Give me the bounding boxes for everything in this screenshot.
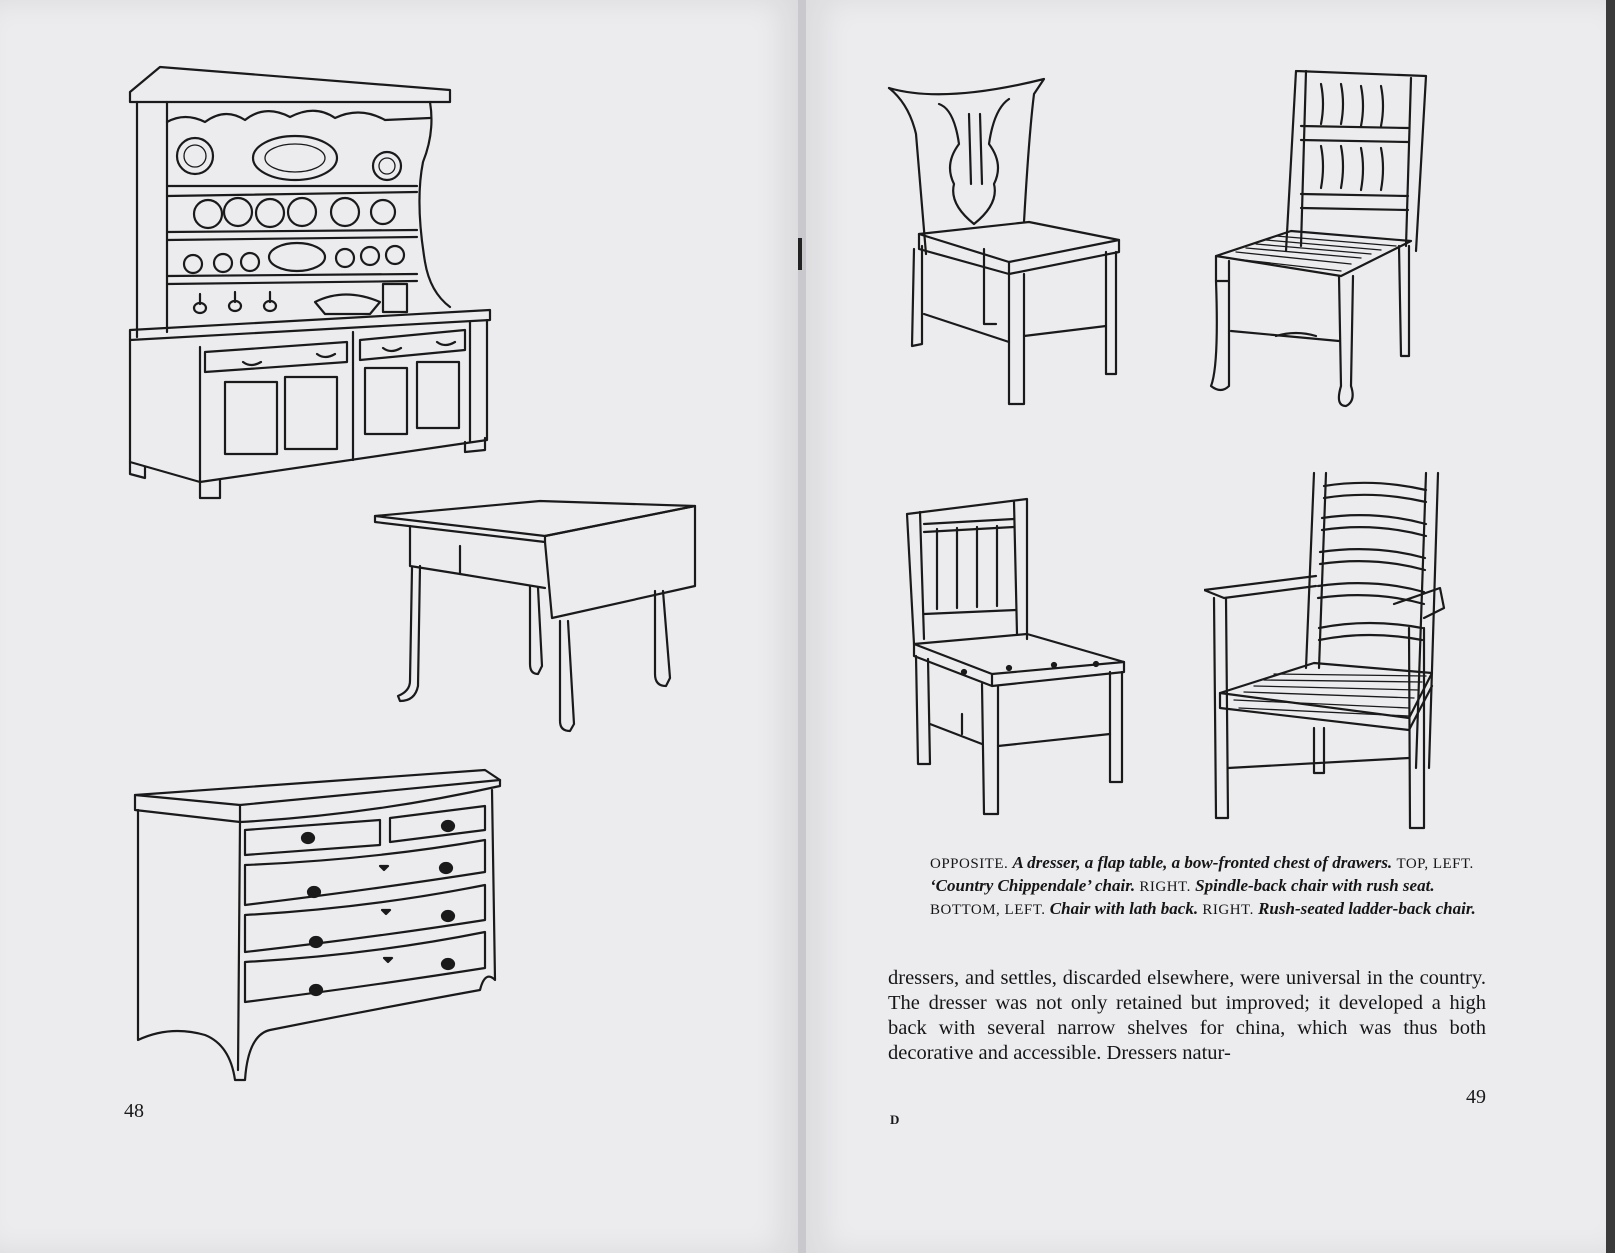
caption-bottom-right-label: RIGHT.: [1202, 902, 1254, 918]
caption-bottom-left-text: Chair with lath back.: [1049, 899, 1199, 918]
flap-table-illustration: [370, 496, 715, 746]
right-page: [806, 0, 1606, 1253]
dresser-illustration: [125, 62, 515, 512]
ladder-back-chair-illustration: [1204, 468, 1449, 848]
lath-back-chair-illustration: [902, 494, 1137, 824]
page-number: 48: [124, 1100, 144, 1122]
figure-caption: [930, 852, 1490, 921]
body-paragraph: dressers, and settles, discarded elsewhere, were universal in the country. The dresser was not only retained but improved; it developed a high back with several narrow shelves for china, which was thus both decorative and accessible. Dressers natur-: [888, 967, 1486, 1064]
caption-top-left-label: TOP, LEFT.: [1396, 856, 1474, 872]
chest-of-drawers-illustration: [130, 760, 510, 1090]
caption-top-right-text: Spindle-back chair with rush seat.: [1195, 876, 1435, 895]
caption-opposite-text: A dresser, a flap table, a bow-fronted chest of drawers.: [1012, 853, 1393, 872]
caption-bottom-right-text: Rush-seated ladder-back chair.: [1258, 899, 1476, 918]
caption-top-right-label: RIGHT.: [1139, 879, 1191, 895]
left-page: [0, 0, 800, 1253]
caption-top-left-text: ‘Country Chippendale’ chair.: [930, 876, 1136, 895]
caption-bottom-left-label: BOTTOM, LEFT.: [930, 902, 1046, 918]
signature-mark: D: [890, 1112, 900, 1127]
country-chippendale-chair-illustration: [884, 74, 1124, 414]
caption-opposite-label: OPPOSITE.: [930, 856, 1009, 872]
gutter-mark: [798, 238, 802, 270]
spindle-back-chair-illustration: [1201, 66, 1431, 426]
page-number: 49: [1466, 1086, 1486, 1108]
